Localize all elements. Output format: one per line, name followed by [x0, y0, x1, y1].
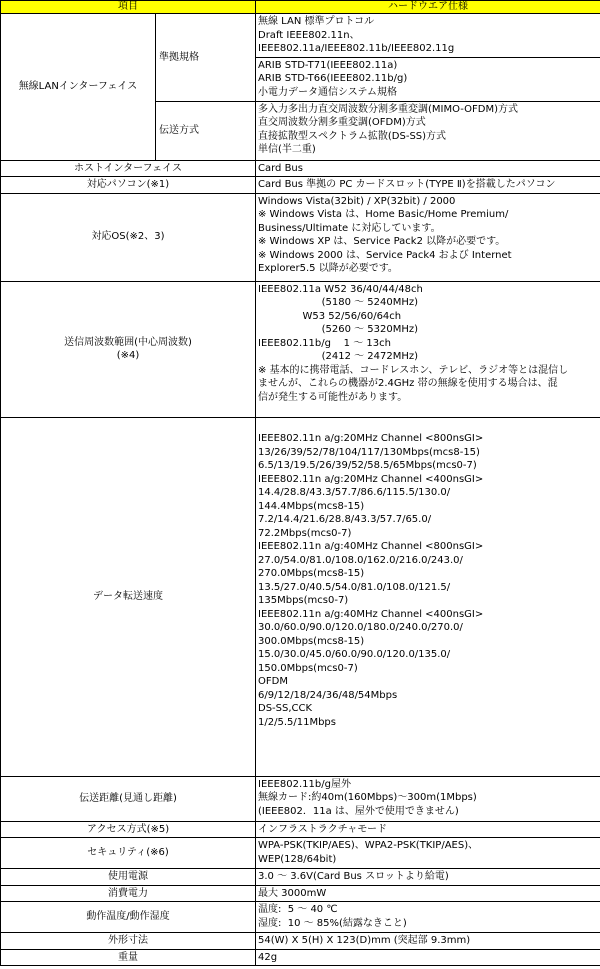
dimensions-value: 54(W) X 5(H) X 123(D)mm (突起部 9.3mm) — [256, 933, 600, 950]
weight-value: 42g — [256, 949, 600, 966]
security-label: セキュリティ(※6) — [1, 838, 256, 869]
power-consumption-value: 最大 3000mW — [256, 885, 600, 902]
frequency-value: IEEE802.11a W52 36/40/44/48ch (5180 ～ 5240MHz) W53 52/56/60/64ch (5260 ～ 5320MHz) IEEE802.11b/g 1 ～ 13ch (2412 ～ 2472MHz) ※ 基本的に携帯電話、コードレスホン、テレビ、ラジオ等とは混信し ませんが、これらの機器が2.4GHz 帯の無線を使用する場合は、混 信が発生する可能性があります。 — [256, 281, 600, 417]
table-row-frequency — [1, 281, 600, 417]
table-row-power-supply — [1, 869, 600, 886]
operating-conditions-label: 動作温度/動作湿度 — [1, 902, 256, 933]
table-row-weight — [1, 949, 600, 966]
dimensions-label: 外形寸法 — [1, 933, 256, 950]
table-row-dimensions — [1, 933, 600, 950]
header-spec: ハードウエア仕様 — [256, 1, 600, 14]
supported-pc-value: Card Bus 準拠の PC カードスロット(TYPE Ⅱ)を搭載したパソコン — [256, 177, 600, 194]
standards-label: 準拠規格 — [156, 14, 256, 102]
data-rate-value: IEEE802.11n a/g:20MHz Channel <800nsGI> 13/26/39/52/78/104/117/130Mbps(mcs8-15) 6.5/13/19.5/26/39/52/58.5/65Mbps(mcs0-7) IEEE802.11n a/g:20MHz Channel <400nsGI> 14.4/28.8/43.3/57.7/86.6/115.5/130.0/ 144.4Mbps(mcs8-15) 7.2/14.4/21.6/28.8/43.3/57.7/65.0/ 72.2Mbps(mcs0-7) IEEE802.11n a/g:40MHz Channel <800nsGI> 27.0/54.0/81.0/108.0/162.0/216.0/243.0/ 270.0Mbps(mcs8-15) 13.5/27.0/40.5/54.0/81.0/108.0/121.5/ 135Mbps(mcs0-7) IEEE802.11n a/g:40MHz Channel <400nsGI> 30.0/60.0/90.0/120.0/180.0/240.0/270.0/ 300.0Mbps(mcs8-15) 15.0/30.0/45.0/60.0/90.0/120.0/135.0/ 150.0Mbps(mcs0-7) OFDM 6/9/12/18/24/36/48/54Mbps DS-SS,CCK 1/2/5.5/11Mbps — [256, 417, 600, 776]
table-row-wireless-standards-1 — [1, 14, 600, 58]
table-row-operating-conditions — [1, 902, 600, 933]
access-method-label: アクセス方式(※5) — [1, 821, 256, 838]
access-method-value: インフラストラクチャモード — [256, 821, 600, 838]
data-rate-label: データ転送速度 — [1, 417, 256, 776]
transmission-value: 多入力多出力直交周波数分割多重変調(MIMO-OFDM)方式 直交周波数分割多重変調(OFDM)方式 直接拡散型スペクトラム拡散(DS-SS)方式 単信(半二重) — [256, 101, 600, 160]
power-consumption-label: 消費電力 — [1, 885, 256, 902]
operating-conditions-value: 温度: 5 ～ 40 ℃ 湿度: 10 ～ 85%(結露なきこと) — [256, 902, 600, 933]
host-interface-value: Card Bus — [256, 160, 600, 177]
distance-value: IEEE802.11b/g屋外 無線カード:約40m(160Mbps)～300m(1Mbps) (IEEE802．11a は、屋外で使用できません) — [256, 776, 600, 821]
wireless-lan-label: 無線LANインターフェイス — [1, 14, 156, 161]
table-row-host-interface — [1, 160, 600, 177]
table-row-access-method — [1, 821, 600, 838]
table-row-supported-os — [1, 193, 600, 281]
standards-value-1: 無線 LAN 標準プロトコル Draft IEEE802.11n、 IEEE802.11a/IEEE802.11b/IEEE802.11g — [256, 14, 600, 58]
supported-pc-label: 対応パソコン(※1) — [1, 177, 256, 194]
header-item: 項目 — [1, 1, 256, 14]
standards-value-2: ARIB STD-T71(IEEE802.11a) ARIB STD-T66(IEEE802.11b/g) 小電力データ通信システム規格 — [256, 57, 600, 101]
table-row-power-consumption — [1, 885, 600, 902]
power-supply-label: 使用電源 — [1, 869, 256, 886]
transmission-label: 伝送方式 — [156, 101, 256, 160]
frequency-label: 送信周波数範囲(中心周波数) (※4) — [1, 281, 256, 417]
table-row-supported-pc — [1, 177, 600, 194]
security-value: WPA-PSK(TKIP/AES)、WPA2-PSK(TKIP/AES)、 WEP(128/64bit) — [256, 838, 600, 869]
header-row — [1, 1, 600, 14]
host-interface-label: ホストインターフェイス — [1, 160, 256, 177]
table-row-distance — [1, 776, 600, 821]
supported-os-label: 対応OS(※2、3) — [1, 193, 256, 281]
table-row-security — [1, 838, 600, 869]
power-supply-value: 3.0 ～ 3.6V(Card Bus スロットより給電) — [256, 869, 600, 886]
weight-label: 重量 — [1, 949, 256, 966]
distance-label: 伝送距離(見通し距離) — [1, 776, 256, 821]
table-row-data-rate — [1, 417, 600, 776]
supported-os-value: Windows Vista(32bit) / XP(32bit) / 2000 ※ Windows Vista は、Home Basic/Home Premium/ Business/Ultimate に対応しています。 ※ Windows XP は、Service Pack2 以降が必要です。 ※ Windows 2000 は、Service Pack4 および Internet Explorer5.5 以降が必要です。 — [256, 193, 600, 281]
